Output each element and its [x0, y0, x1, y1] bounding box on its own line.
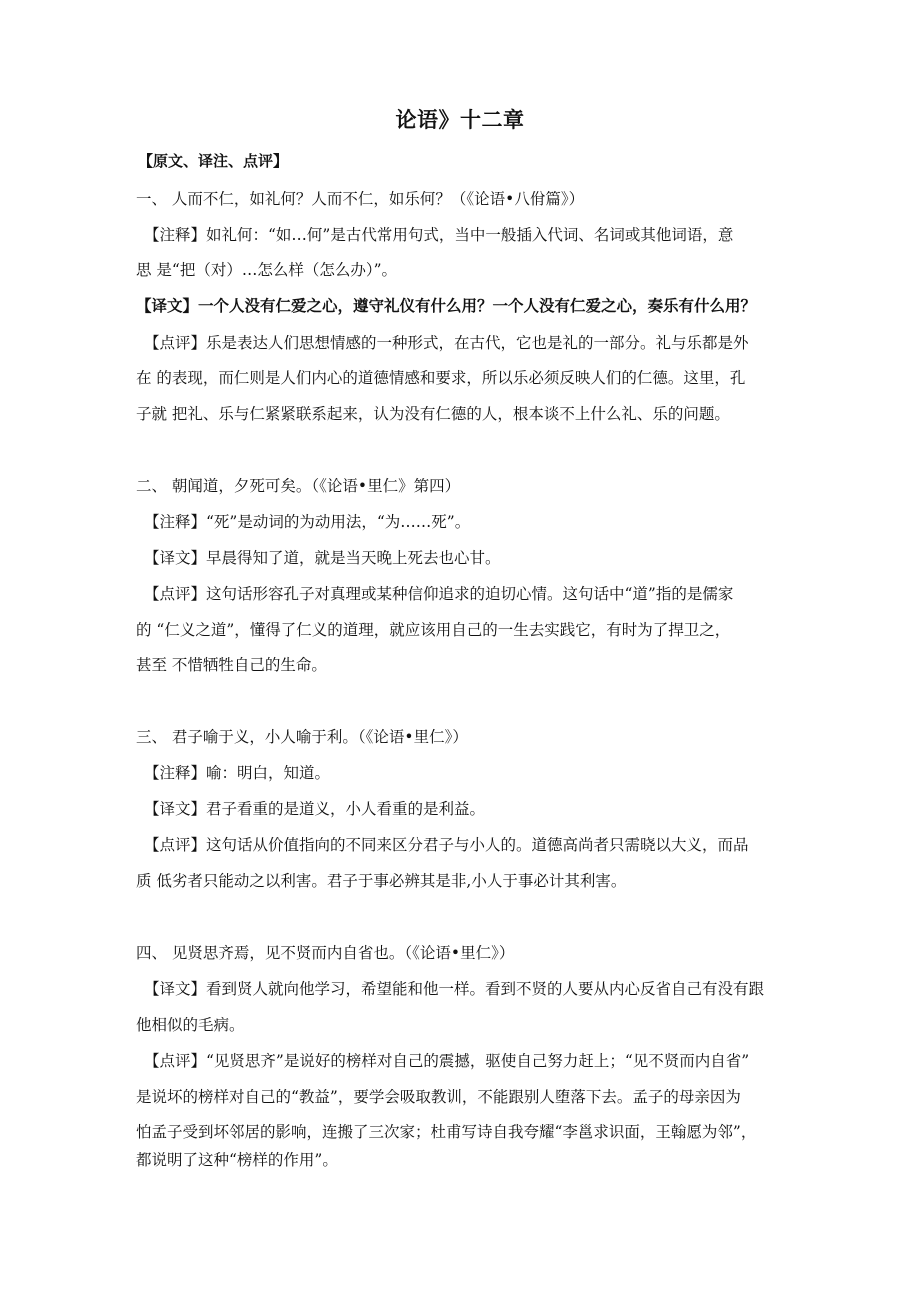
section-1-original: 一、 人而不仁，如礼何？人而不仁，如乐何？（《论语•八佾篇》）: [136, 190, 585, 208]
section-4-translation-line-1: 【译文】看到贤人就向他学习，希望能和他一样。看到不贤的人要从内心反省自己有没有跟: [144, 980, 765, 998]
section-2-translation: 【译文】早晨得知了道，就是当天晚上死去也心甘。: [144, 549, 501, 567]
section-4-comment-line-1: 【点评】“见贤思齐”是说好的榜样对自己的震撼，驱使自己努力赶上；“见不贤而内自省”: [144, 1052, 750, 1070]
section-2-original: 二、 朝闻道，夕死可矣。（《论语•里仁》第四）: [136, 477, 461, 495]
section-3-original: 三、 君子喻于义，小人喻于利。（《论语•里仁》）: [136, 728, 468, 746]
section-3-comment-line-1: 【点评】这句话从价值指向的不同来区分君子与小人的。道德高尚者只需晓以大义，而品: [144, 836, 749, 854]
section-3-translation: 【译文】君子看重的是道义，小人看重的是利益。: [144, 800, 486, 818]
section-4-comment-line-4: 都说明了这种“榜样的作用”。: [136, 1151, 338, 1169]
section-2-comment-line-2: 的 “仁义之道”，懂得了仁义的道理，就应该用自己的一生去实践它，有时为了捍卫之，: [136, 621, 731, 639]
section-1-translation: 【译文】一个人没有仁爱之心，遵守礼仪有什么用？一个人没有仁爱之心，奏乐有什么用？: [136, 296, 757, 315]
section-1-comment-line-2: 在 的表现，而仁则是人们内心的道德情感和要求，所以乐必须反映人们的仁德。这里，孔: [136, 369, 746, 387]
section-1-note-line-1: 【注释】如礼何：“如…何”是古代常用句式，当中一般插入代词、名词或其他词语，意: [144, 226, 734, 244]
section-4-translation-line-2: 他相似的毛病。: [136, 1016, 245, 1034]
section-4-comment-line-2: 是说坏的榜样对自己的“教益”，要学会吸取教训，不能跟别人堕落下去。孟子的母亲因为: [136, 1088, 741, 1106]
section-heading: 【原文、译注、点评】: [138, 152, 289, 170]
section-1-comment-line-1: 【点评】乐是表达人们思想情感的一种形式，在古代，它也是礼的一部分。礼与乐都是外: [144, 334, 749, 352]
section-2-comment-line-1: 【点评】这句话形容孔子对真理或某种信仰追求的迫切心情。这句话中“道”指的是儒家: [144, 585, 734, 603]
section-3-note: 【注释】喻：明白，知道。: [144, 764, 331, 782]
section-3-comment-line-2: 质 低劣者只能动之以利害。君子于事必辨其是非,小人于事必计其利害。: [136, 872, 627, 890]
section-2-comment-line-3: 甚至 不惜牺牲自己的生命。: [136, 656, 327, 674]
section-2-note: 【注释】“死”是动词的为动用法，“为……死”。: [144, 513, 471, 531]
document-title: 论语》十二章: [395, 107, 525, 132]
section-4-comment-line-3: 怕孟子受到坏邻居的影响，连搬了三次家；杜甫写诗自我夸耀“李邕求识面，王翰愿为邻”，: [136, 1123, 757, 1141]
section-1-note-line-2: 思 是“把（对）…怎么样（怎么办）”。: [136, 261, 398, 279]
section-1-comment-line-3: 子就 把礼、乐与仁紧紧联系起来，认为没有仁德的人，根本谈不上什么礼、乐的问题。: [136, 405, 730, 423]
section-4-original: 四、 见贤思齐焉，见不贤而内自省也。（《论语•里仁》）: [136, 944, 515, 962]
